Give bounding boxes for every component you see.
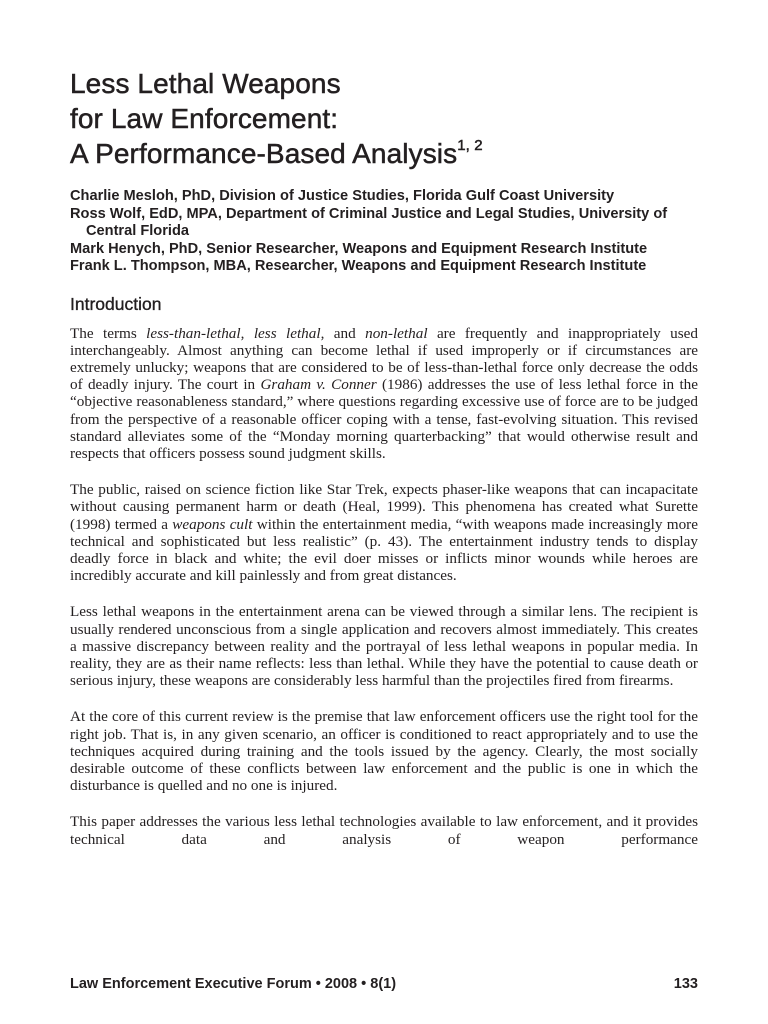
p1-italic-less-than-lethal: less-than-lethal bbox=[146, 324, 241, 342]
article-page bbox=[70, 66, 698, 867]
p1-italic-less-lethal: less lethal bbox=[253, 324, 321, 342]
paragraph-3: Less lethal weapons in the entertainment arena can be viewed through a similar lens. The recipient is usually rendered unconscious from a single application and recovers almost immediately. This creates a massive discrepancy between reality and the portrayal of less lethal weapons in popular media. In reality, they are as their name reflects: less than lethal. While they have the potential to cause death or serious injury, these weapons are considerably less harmful than the projectiles fired from firearms. bbox=[70, 603, 698, 690]
page-footer bbox=[70, 976, 698, 992]
footer-page-number: 133 bbox=[673, 976, 698, 992]
p2-text-2: within the entertainment media, “with weapons made increasingly more technical and sophisticated but less realistic” (p. 43). The entertainment industry tends to display deadly force in black and white; the evil doer misses or inflicts minor wounds while heroes are incredibly accurate and kill painlessly and from great distances. bbox=[70, 515, 698, 585]
author-wolf: Ross Wolf, EdD, MPA, Department of Criminal Justice and Legal Studies, University of Central Florida bbox=[70, 205, 668, 239]
section-heading-introduction: Introduction bbox=[70, 293, 162, 314]
paragraph-5: This paper addresses the various less lethal technologies available to law enforcement, and it provides technical data and analysis of weapon performance bbox=[70, 813, 698, 848]
title-line-3-text: A Performance-Based Analysis bbox=[70, 138, 458, 169]
title-line-3 bbox=[70, 136, 698, 171]
p1-italic-case-name: Graham v. Conner bbox=[260, 376, 377, 394]
p1-text-4: are frequently and inappropriately used interchangeably. Almost anything can become lethal if used improperly or if circumstances are extremely unlucky; weapons that are considered to be of less-than-lethal force only decrease the odds of deadly injury. The court in bbox=[70, 324, 699, 394]
footer-journal: Law Enforcement Executive Forum • 2008 • 8(1) bbox=[70, 976, 397, 992]
title-line-1: Less Lethal Weapons bbox=[70, 68, 341, 99]
paragraph-4: At the core of this current review is the premise that law enforcement officers use the right tool for the right job. That is, in any given scenario, an officer is conditioned to react appropriately and to use the techniques acquired during training and the tools issued by the agency. Clearly, the most socially desirable outcome of these conflicts between law enforcement and the public is one in which the disturbance is quelled and no one is injured. bbox=[70, 708, 698, 795]
paragraph-1 bbox=[70, 325, 698, 463]
p1-italic-non-lethal: non-lethal bbox=[365, 324, 428, 342]
p1-text-2: , bbox=[240, 324, 254, 342]
title-line-2: for Law Enforcement: bbox=[70, 103, 339, 134]
title-footnote-marks: 1, 2 bbox=[457, 137, 483, 154]
p2-italic-weapons-cult: weapons cult bbox=[172, 515, 253, 533]
article-title bbox=[70, 66, 698, 171]
paragraph-2 bbox=[70, 481, 698, 584]
p1-text-3: , and bbox=[320, 324, 366, 342]
author-thompson: Frank L. Thompson, MBA, Researcher, Weapons and Equipment Research Institute bbox=[70, 258, 647, 274]
p1-text-1: The terms bbox=[70, 324, 147, 342]
author-list bbox=[70, 188, 698, 276]
author-mesloh: Charlie Mesloh, PhD, Division of Justice Studies, Florida Gulf Coast University bbox=[70, 188, 615, 204]
p2-text-1: The public, raised on science fiction like Star Trek, expects phaser-like weapons that can incapacitate without causing permanent harm or death (Heal, 1999). This phenomena has created what Surette (1998) termed a bbox=[70, 481, 698, 533]
author-henych: Mark Henych, PhD, Senior Researcher, Weapons and Equipment Research Institute bbox=[70, 240, 648, 257]
p1-text-5: (1986) addresses the use of less lethal force in the “objective reasonableness standard,” where questions regarding excessive use of force are to be judged from the perspective of a reasonable officer coping with a tense, fast-evolving situation. This revised standard alleviates some of the “Monday morning quarterbacking” that would otherwise result and respects that officers possess sound judgment skills. bbox=[70, 376, 699, 462]
